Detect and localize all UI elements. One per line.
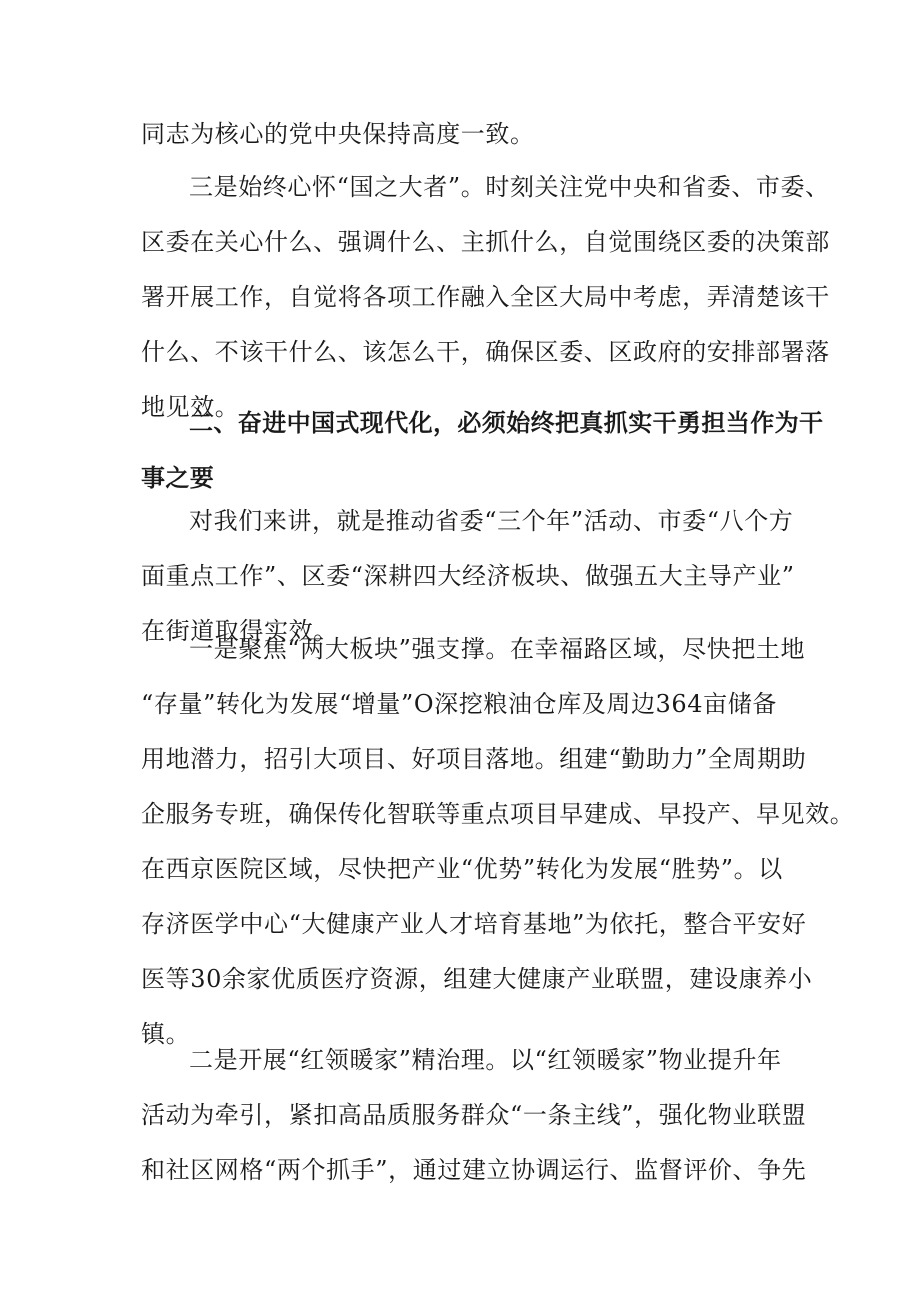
text-line: 署开展工作，自觉将各项工作融入全区大局中考虑，弄清楚该干 — [141, 283, 830, 311]
text-line: 和社区网格“两个抓手”，通过建立协调运行、监督评价、争先 — [141, 1156, 807, 1184]
paragraph-continuation — [141, 107, 781, 162]
text-line: 用地潜力，招引大项目、好项目落地。组建“勤助力”全周期助 — [141, 745, 807, 773]
heading-line: 事之要 — [141, 464, 215, 492]
text-line: 三是始终心怀“国之大者”。时刻关注党中央和省委、市委、 — [189, 173, 830, 201]
text-line: 活动为牵引，紧扣高品质服务群众“一条主线”，强化物业联盟 — [141, 1101, 807, 1129]
text-line: 什么、不该干什么、该怎么干，确保区委、区政府的安排部署落 — [141, 338, 830, 366]
text-line: 企服务专班，确保传化智联等重点项目早建成、早投产、早见效。 — [141, 800, 855, 828]
paragraph-third-point — [141, 160, 830, 435]
paragraph-second-point — [141, 1033, 807, 1198]
section-heading — [141, 396, 824, 506]
text-line: 区委在关心什么、强调什么、主抓什么，自觉围绕区委的决策部 — [141, 228, 830, 256]
text-line: 在街道取得实效。 — [141, 617, 338, 645]
text-line: 二是开展“红领暖家”精治理。以“红领暖家”物业提升年 — [189, 1046, 782, 1074]
text-line: 地见效。 — [141, 393, 240, 421]
text-line: 镇。 — [141, 1020, 191, 1048]
heading-line: 二、奋进中国式现代化，必须始终把真抓实干勇担当作为干 — [189, 409, 824, 437]
text-line: 医等30余家优质医疗资源，组建大健康产业联盟，建设康养小 — [141, 965, 813, 993]
text-line: 存济医学中心“大健康产业人才培育基地”为依托，整合平安好 — [141, 910, 807, 938]
text-line: 同志为核心的党中央保持高度一致。 — [141, 120, 535, 148]
text-line: 在西京医院区域，尽快把产业“优势”转化为发展“胜势”。以 — [141, 855, 783, 883]
paragraph-first-point — [141, 622, 855, 1062]
text-line: “存量”转化为发展“增量”O深挖粮油仓库及周边364亩储备 — [141, 690, 777, 718]
text-line: 一是聚焦“两大板块”强支撑。在幸福路区域，尽快把土地 — [189, 635, 806, 663]
text-line: 面重点工作”、区委“深耕四大经济板块、做强五大主导产业” — [141, 562, 795, 590]
text-line: 对我们来讲，就是推动省委“三个年”活动、市委“八个方 — [189, 507, 794, 535]
